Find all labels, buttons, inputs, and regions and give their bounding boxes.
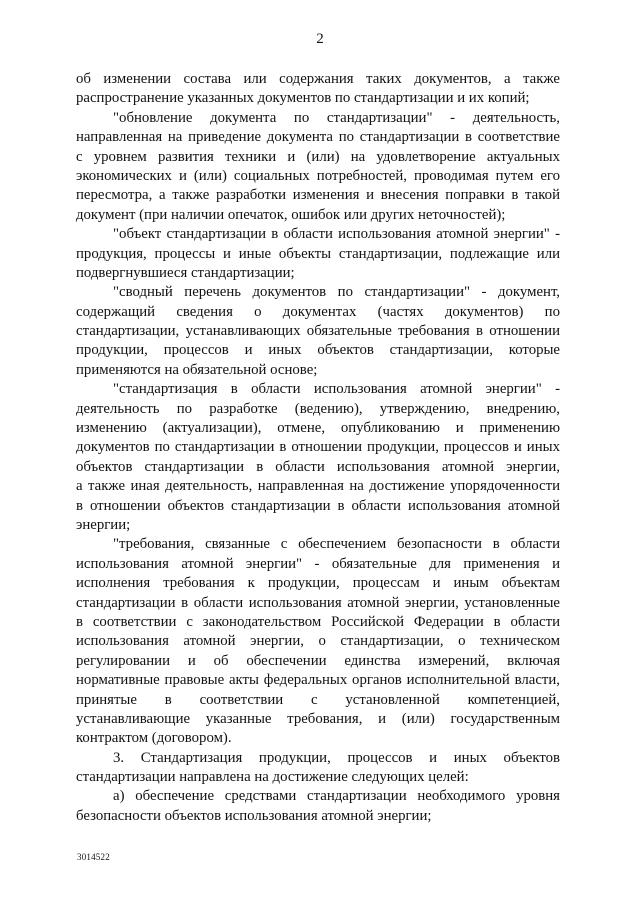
text-line: подвергнувшиеся стандартизации;: [76, 264, 295, 281]
text-line: экономических и (или) социальных потребностей, проводимая путем его: [76, 167, 560, 184]
text-line: стандартизации, устанавливающих обязательные требования в отношении: [76, 323, 560, 340]
text-line: принятые в соответствии с установленной компетенцией,: [76, 691, 560, 708]
text-line: а также иная деятельность, направленная на достижение упорядоченности: [76, 478, 560, 495]
text-line: нормативные правовые акты федеральных органов исполнительной власти,: [76, 672, 560, 689]
text-line: стандартизации направлена на достижение следующих целей:: [76, 769, 469, 786]
text-line: документ (при наличии опечаток, ошибок или других неточностей);: [76, 206, 506, 223]
text-line: распространение указанных документов по стандартизации и их копий;: [76, 90, 530, 107]
text-line: в соответствии с законодательством Российской Федерации в области: [76, 613, 560, 630]
text-line: энергии;: [76, 516, 131, 533]
text-line: а) обеспечение средствами стандартизации необходимого уровня: [113, 788, 560, 805]
text-line: об изменении состава или содержания таких документов, а также: [76, 71, 560, 87]
page-number: 2: [316, 31, 324, 47]
text-line: в отношении объектов стандартизации в области использования атомной: [76, 497, 560, 514]
text-line: направленная на приведение документа по стандартизации в соответствие: [76, 129, 560, 146]
text-line: "объект стандартизации в области использования атомной энергии" -: [113, 226, 560, 243]
text-line: изменению (актуализации), отмене, опубликованию и применению: [76, 420, 560, 437]
text-line: устанавливающие указанные требования, и (или) государственным: [76, 710, 560, 727]
text-line: объектов стандартизации в области использования атомной энергии,: [76, 458, 560, 475]
text-line: пересмотра, а также разработки изменения и внесения поправки в такой: [76, 187, 560, 204]
text-line: продукции, процессов и иных объектов стандартизации, которые: [76, 342, 560, 359]
text-line: регулировании и об обеспечении единства измерений, включая: [76, 652, 560, 669]
text-line: стандартизации в области использования атомной энергии, установленные: [76, 594, 560, 611]
document-code: 3014522: [77, 852, 110, 862]
text-line: исполнения требования к продукции, процессам и иным объектам: [76, 575, 560, 592]
text-line: "сводный перечень документов по стандартизации" - документ,: [113, 284, 560, 301]
text-line: безопасности объектов использования атомной энергии;: [76, 807, 432, 824]
text-line: "стандартизация в области использования атомной энергии" -: [113, 381, 560, 398]
text-line: использования атомной энергии, о стандартизации, о техническом: [76, 633, 560, 650]
text-line: деятельность по разработке (ведению), утверждению, внедрению,: [76, 400, 560, 417]
text-line: продукция, процессы и иные объекты стандартизации, подлежащие или: [76, 245, 560, 262]
text-line: с уровнем развития техники и (или) на удовлетворение актуальных: [76, 148, 560, 165]
text-line: применяются на обязательной основе;: [76, 361, 318, 378]
text-line: содержащий сведения о документах (частях документов) по: [76, 303, 560, 320]
text-line: контрактом (договором).: [76, 730, 232, 747]
text-line: документов по стандартизации в отношении продукции, процессов и иных: [76, 439, 560, 456]
text-line: 3. Стандартизация продукции, процессов и иных объектов: [113, 749, 560, 766]
text-line: "требования, связанные с обеспечением безопасности в области: [113, 536, 560, 553]
text-line: "обновление документа по стандартизации" - деятельность,: [113, 109, 560, 126]
document-body: [76, 70, 560, 826]
text-line: использования атомной энергии" - обязательные для применения и: [76, 555, 560, 572]
